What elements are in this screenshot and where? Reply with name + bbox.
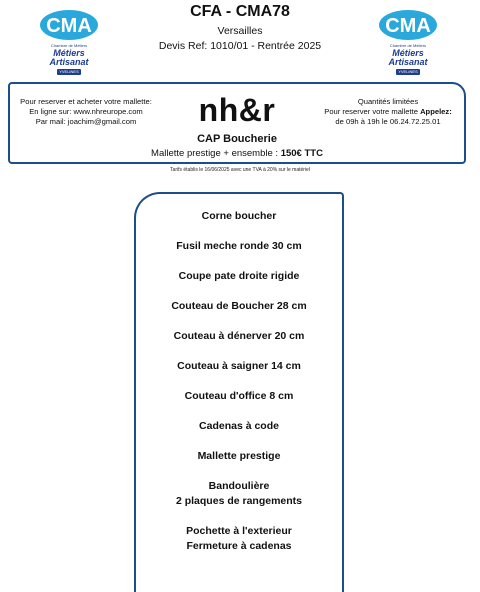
- contact-info-line2-prefix: Pour reserver votre mallette: [324, 107, 421, 116]
- kit-contents-box: [134, 192, 344, 592]
- order-info-line1: Pour reserver et acheter votre mallette:: [20, 97, 152, 106]
- logo-tag: YVELINES: [396, 69, 420, 75]
- price-line: [10, 148, 464, 159]
- logo-line3: Artisanat: [388, 57, 428, 67]
- contact-info-call: Appelez:: [420, 107, 452, 116]
- logo-line1: Chambre de Métiers: [50, 43, 88, 48]
- list-item: Pochette à l'exterieur: [186, 525, 292, 537]
- product-title: CAP Boucherie: [197, 133, 277, 145]
- order-info-website[interactable]: En ligne sur: www.nhreurope.com: [29, 107, 143, 116]
- contact-info-line1: Quantités limitées: [357, 97, 419, 106]
- list-item: Bandoulière: [208, 480, 270, 492]
- page-title: CFA - CMA78: [190, 3, 290, 20]
- order-info-email[interactable]: Par mail: joachim@gmail.com: [35, 117, 137, 126]
- list-item: Couteau d'office 8 cm: [184, 390, 294, 402]
- brand-logo: nh&r: [198, 92, 276, 128]
- list-item: Fusil meche ronde 30 cm: [176, 240, 302, 252]
- list-item: Couteau à saigner 14 cm: [177, 360, 301, 372]
- info-box: [8, 82, 466, 164]
- list-item: Fermeture à cadenas: [186, 540, 292, 552]
- list-item: Cadenas à code: [199, 420, 279, 432]
- logo-line1: Chambre de Métiers: [389, 43, 427, 48]
- list-item: Coupe pate droite rigide: [178, 270, 300, 282]
- list-item: Couteau à dénerver 20 cm: [173, 330, 305, 342]
- list-item: Mallette prestige: [197, 450, 281, 462]
- contact-info: [318, 97, 458, 127]
- logo-line3: Artisanat: [49, 57, 89, 67]
- contact-info-line2: [318, 107, 458, 117]
- svg-text:CMA: CMA: [46, 15, 92, 37]
- list-item: Couteau de Boucher 28 cm: [171, 300, 307, 312]
- svg-text:CMA: CMA: [385, 15, 431, 37]
- logo-line2: Métiers: [392, 48, 424, 58]
- page-subtitle: Versailles: [217, 25, 263, 37]
- price-value: 150€ TTC: [280, 148, 323, 159]
- logo-tag: YVELINES: [57, 69, 81, 75]
- list-item: Corne boucher: [201, 210, 277, 222]
- tax-footnote: Tarifs établis le 16/06/2025 avec une TVA à 20% sur le matériel: [170, 167, 310, 173]
- list-item: 2 plaques de rangements: [175, 495, 303, 507]
- contact-info-phone[interactable]: de 09h à 19h le 06.24.72.25.01: [335, 117, 441, 126]
- quote-reference: Devis Ref: 1010/01 - Rentrée 2025: [158, 40, 322, 52]
- price-prefix: Mallette prestige + ensemble :: [151, 148, 281, 159]
- logo-line2: Métiers: [53, 48, 85, 58]
